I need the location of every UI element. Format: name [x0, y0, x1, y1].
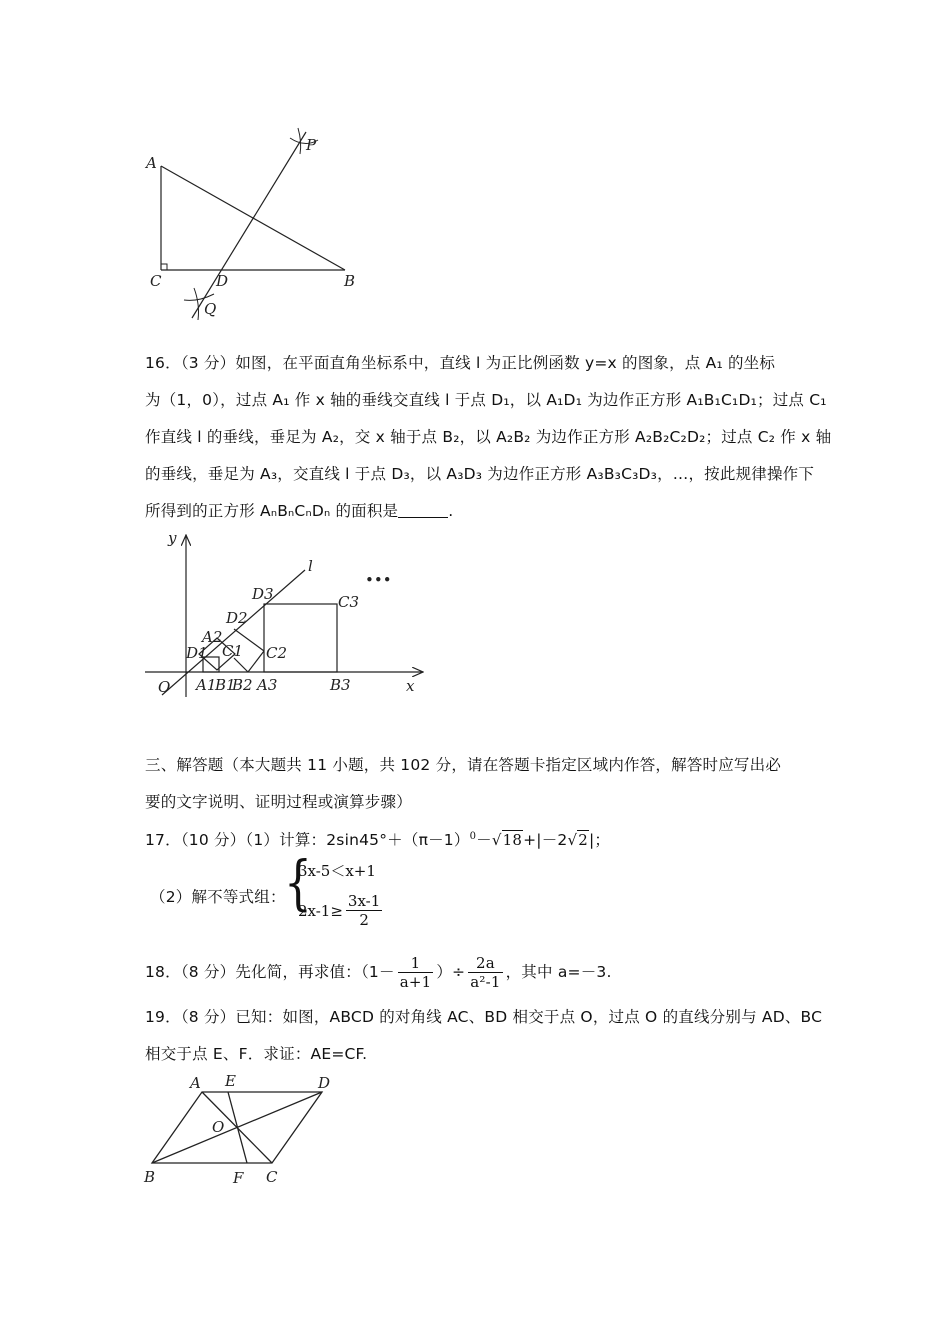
label-D1: D1 [186, 644, 208, 662]
q18-intro: 18．（8 分）先化简，再求值：（1－ [145, 963, 395, 981]
continuation-dots: ••• [365, 571, 392, 589]
label-O: O [158, 678, 171, 696]
label-B: B [344, 272, 356, 290]
inequality-2 [298, 892, 385, 929]
q17-exponent: 0 [469, 831, 477, 842]
q19-line-1: 19．（8 分）已知：如图，ABCD 的对角线 AC、BD 相交于点 O，过点 O 的直线分别与 AD、BC [145, 1008, 823, 1026]
label-C3: C3 [338, 593, 360, 611]
q16-line-3: 作直线 l 的垂线，垂足为 A₂，交 x 轴于点 B₂，以 A₂B₂ 为边作正方形 A₂B₂C₂D₂；过点 C₂ 作 x 轴 [145, 428, 832, 446]
label-A3: A3 [257, 676, 278, 694]
section-3-line-1: 三、解答题（本大题共 11 小题，共 102 分，请在答题卡指定区域内作答，解答时应写出必 [145, 756, 782, 774]
q17-intro: 17．（10 分）（1）计算：2sin45°＋（π－1） [145, 831, 470, 850]
label-A2: A2 [202, 628, 223, 646]
answer-blank [398, 503, 448, 518]
inequality-2-left: 2x-1≥ [298, 901, 343, 920]
inequality-2-fraction [346, 892, 382, 929]
label-D: D [318, 1074, 331, 1092]
label-A: A [146, 154, 157, 172]
section-3-line-2: 要的文字说明、证明过程或演算步骤） [145, 793, 412, 811]
label-D3: D3 [252, 585, 274, 603]
label-B3: B3 [330, 676, 351, 694]
label-F: F [233, 1169, 244, 1187]
label-B1: B1 [215, 676, 236, 694]
q16-line-5-text: 所得到的正方形 AₙBₙCₙDₙ 的面积是 [145, 502, 399, 520]
label-y: y [168, 529, 177, 547]
q18-divide: ）÷ [436, 963, 466, 981]
q17-minus: － [476, 831, 492, 850]
q18 [145, 950, 825, 994]
label-P: P [306, 136, 317, 154]
q16-line-2: 为（1，0），过点 A₁ 作 x 轴的垂线交直线 l 于点 D₁，以 A₁D₁ 为边作正方形 A₁B₁C₁D₁；过点 C₁ [145, 391, 827, 409]
q16-line-4: 的垂线，垂足为 A₃，交直线 l 于点 D₃，以 A₃D₃ 为边作正方形 A₃B₃C₃D₃，…，按此规律操作下 [145, 465, 815, 483]
label-C1: C1 [222, 642, 244, 660]
sqrt-18: √18 [491, 831, 523, 850]
label-D2: D2 [226, 609, 248, 627]
q18-tail: ，其中 a=－3. [505, 963, 612, 981]
label-C: C [266, 1168, 278, 1186]
parallelogram-figure [140, 1070, 340, 1190]
system-brace: { [284, 848, 312, 918]
label-B: B [144, 1168, 156, 1186]
coordinate-squares-figure [140, 525, 440, 705]
q16-line-1: 16．（3 分）如图，在平面直角坐标系中，直线 l 为正比例函数 y=x 的图象，点 A₁ 的坐标 [145, 354, 776, 372]
sqrt-2: √2 [567, 831, 588, 850]
inequality-2-denominator: 2 [359, 911, 369, 929]
label-C: C [150, 272, 162, 290]
q16-line-5-end: . [448, 502, 454, 520]
label-x: x [406, 677, 415, 695]
q17-abs-open: +|－2 [523, 831, 568, 850]
label-A1: A1 [196, 676, 217, 694]
label-A: A [190, 1074, 201, 1092]
label-D: D [216, 272, 229, 290]
q16-line-5 [145, 500, 825, 522]
q17-part2-label: （2）解不等式组： [150, 888, 286, 906]
q18-fraction-2: $\frac{2a}{\text{a²-1}}$ [470, 953, 501, 991]
q18-fraction-1: $\frac{1}{a+1}$ [399, 953, 432, 991]
label-l: l [308, 557, 313, 575]
label-E: E [225, 1072, 236, 1090]
inequality-1: 3x-5＜x+1 [298, 862, 376, 880]
label-B2: B2 [232, 676, 253, 694]
q17-abs-close: |； [589, 831, 611, 850]
inequality-2-numerator: 3x-1 [347, 892, 381, 910]
label-C2: C2 [266, 644, 288, 662]
label-Q: Q [204, 300, 217, 318]
q19-line-2: 相交于点 E、F．求证：AE=CF. [145, 1045, 368, 1063]
triangle-construction-figure [140, 118, 380, 328]
label-O: O [212, 1118, 225, 1136]
q17-part1 [145, 826, 825, 851]
